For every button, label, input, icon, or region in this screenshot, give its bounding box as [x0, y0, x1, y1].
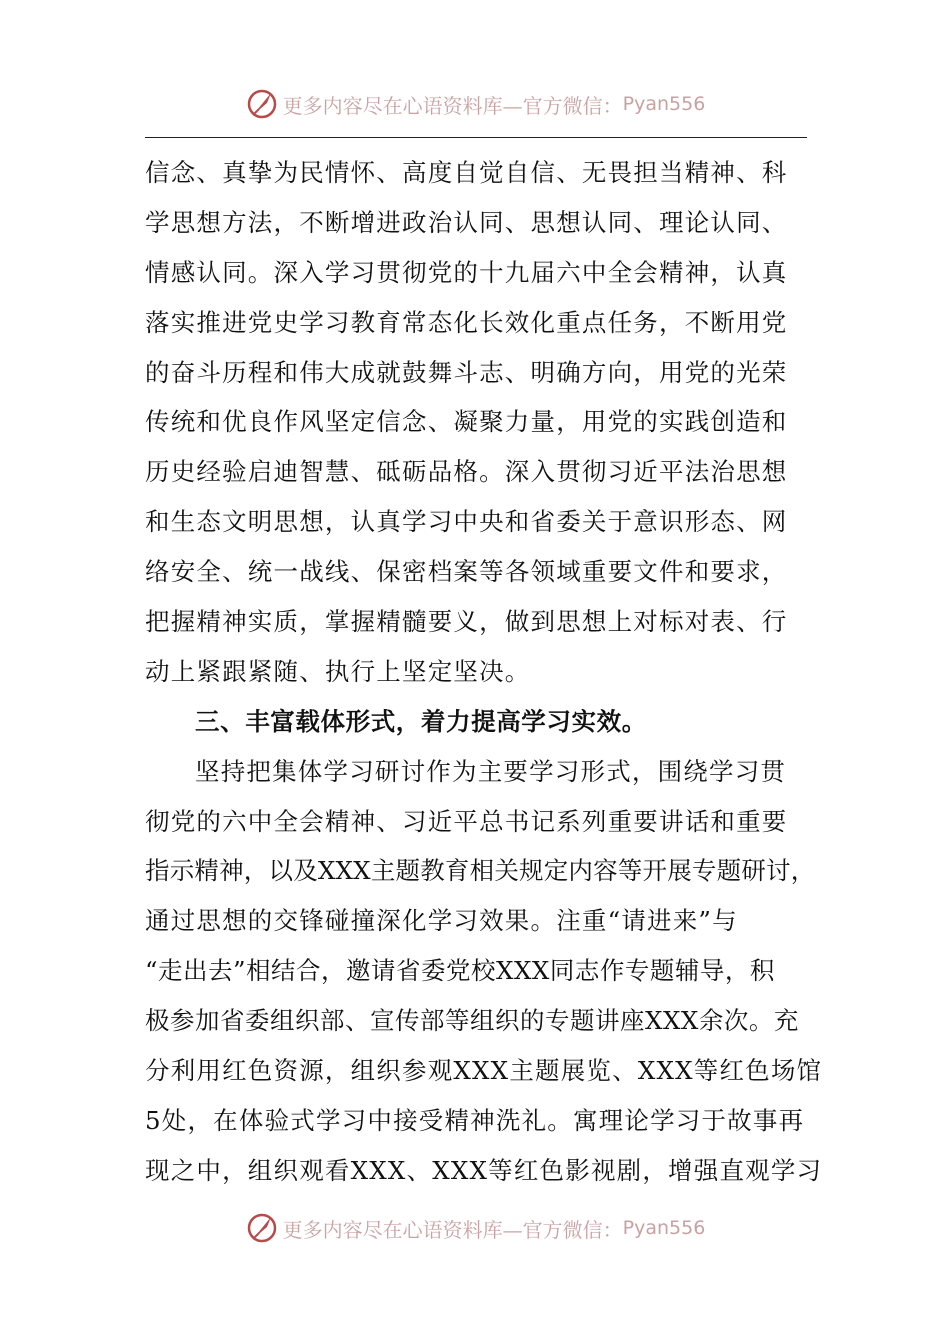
- text-line: 情感认同。深入学习贯彻党的十九届六中全会精神，认真: [145, 257, 788, 287]
- watermark-text: 更多内容尽在心语资料库—官方微信：: [282, 93, 623, 118]
- text-line: 彻党的六中全会精神、习近平总书记系列重要讲话和重要: [145, 806, 788, 836]
- watermark-text: 更多内容尽在心语资料库—官方微信：: [282, 1217, 623, 1242]
- text-line: 指示精神，以及XXX主题教育相关规定内容等开展专题研讨，: [145, 856, 816, 886]
- text-line: 络安全、统一战线、保密档案等各领域重要文件和要求，: [145, 557, 788, 587]
- footer-watermark: [0, 1208, 950, 1248]
- text-line: 分利用红色资源，组织参观XXX主题展览、XXX等红色场馆: [145, 1056, 823, 1086]
- text-line: 信念、真挚为民情怀、高度自觉自信、无畏担当精神、科: [145, 158, 788, 187]
- text-line: 历史经验启迪智慧、砥砺品格。深入贯彻习近平法治思想: [145, 457, 788, 487]
- text-line: 把握精神实质，掌握精髓要义，做到思想上对标对表、行: [145, 607, 788, 637]
- text-line: 落实推进党史学习教育常态化长效化重点任务，不断用党: [145, 307, 788, 337]
- section-heading: 三、丰富载体形式，着力提高学习实效。: [195, 706, 647, 736]
- text-line: 极参加省委组织部、宣传部等组织的专题讲座XXX余次。充: [145, 1006, 799, 1036]
- text-line: 5处，在体验式学习中接受精神洗礼。寓理论学习于故事再: [145, 1105, 805, 1135]
- text-line: 的奋斗历程和伟大成就鼓舞斗志、明确方向，用党的光荣: [145, 357, 788, 387]
- document-body: [145, 148, 823, 1196]
- watermark-account: Pyan556: [622, 1217, 706, 1239]
- text-line: 和生态文明思想，认真学习中央和省委关于意识形态、网: [145, 507, 788, 537]
- watermark-account: Pyan556: [622, 93, 706, 115]
- text-line: 学思想方法，不断增进政治认同、思想认同、理论认同、: [145, 207, 788, 237]
- quill-pen-icon: [245, 1211, 279, 1245]
- header-watermark: [0, 84, 950, 124]
- text-line: 传统和优良作风坚定信念、凝聚力量，用党的实践创造和: [145, 407, 788, 437]
- text-line: 坚持把集体学习研讨作为主要学习形式，围绕学习贯: [195, 756, 787, 786]
- header-rule: [145, 137, 807, 138]
- text-line: 现之中，组织观看XXX、XXX等红色影视剧，增强直观学习: [145, 1155, 823, 1185]
- text-line: 动上紧跟紧随、执行上坚定坚决。: [145, 656, 531, 686]
- text-line: “走出去”相结合，邀请省委党校XXX同志作专题辅导，积: [145, 956, 775, 986]
- quill-pen-icon: [245, 87, 279, 121]
- text-line: 通过思想的交锋碰撞深化学习效果。注重“请进来”与: [145, 906, 738, 936]
